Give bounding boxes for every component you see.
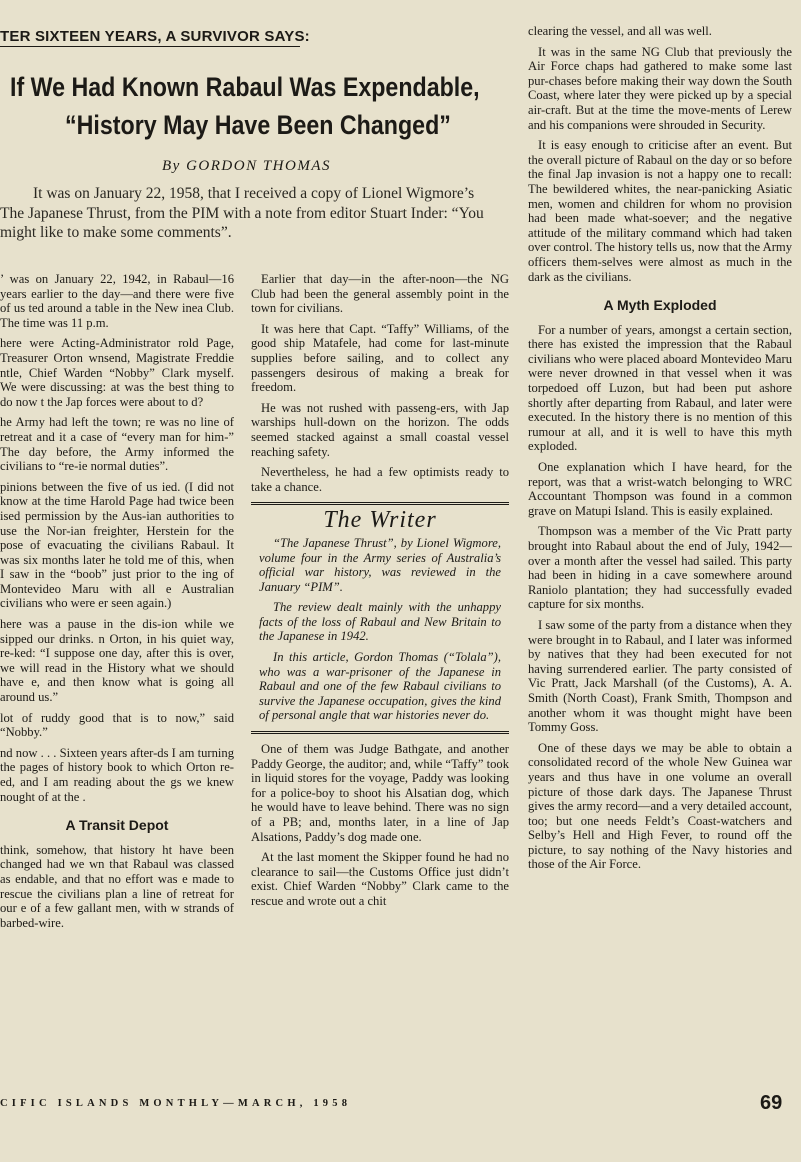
subhead-myth-exploded: A Myth Exploded: [603, 297, 717, 314]
paragraph: Nevertheless, he had a few optimists ready to take a chance.: [251, 465, 509, 494]
paragraph: It is easy enough to criticise after an event. But the overall picture of Rabaul on the day or so before the final Jap invasion is not a happy one to recall: The bewildered whites, the near-panicking Asiatic men, women and children for whom no provision had been made what-soever; and the negative attitude of the military command which had taken over control. The history tells us, now that the Army officers them-selves were almost as much in the dark as the civilians.: [528, 138, 792, 284]
column-2: [251, 272, 509, 915]
paragraph: here were Acting-Administrator rold Page, Treasurer Orton wnsend, Magistrate Freddie ntle, Chief Warden “Nobby” Clark myself. We were discussing: at was the best thing to do now t the Jap forces were about to d?: [0, 336, 234, 409]
paragraph: One of them was Judge Bathgate, and another Paddy George, the auditor; and, while “Taffy” took in liquid stores for the voyage, Paddy was looking for a police-boy to shoot his Alsatian dog, which he would have to leave behind. There was no sign of a PB; and, months later, in a line of Jap Alsations, Paddy’s dog made one.: [251, 742, 509, 844]
byline: By GORDON THOMAS: [162, 158, 331, 174]
paragraph: It was in the same NG Club that previously the Air Force chaps had gathered to make some last pur-chases before making their way down the South Coast, where later they were picked up by a special air-craft. But at the time the move-ments of Lerew and his companions were shrouded in Security.: [528, 44, 792, 132]
intro-text: It was on January 22, 1958, that I received a copy of Lionel Wigmore’s The Japanese Thrust, from the PIM with a note from editor Stuart Inder: “You might like to make some comments”.: [0, 185, 484, 241]
box-paragraph: The review dealt mainly with the unhappy facts of the loss of Rabaul and New Britain to the Japanese in 1942.: [259, 600, 501, 644]
paragraph: Earlier that day—in the after-noon—the NG Club had been the general assembly point in the town for civilians.: [251, 272, 509, 316]
writer-box: [251, 507, 509, 723]
paragraph: clearing the vessel, and all was well.: [528, 24, 712, 38]
headline-line-2: “History May Have Been Changed”: [65, 110, 451, 140]
subhead-transit-depot: A Transit Depot: [65, 817, 169, 834]
headline-line-1: If We Had Known Rabaul Was Expendable,: [10, 72, 480, 102]
paragraph: ’ was on January 22, 1942, in Rabaul—16 years earlier to the day—and there were five of us ted around a table in the New inea Club. The time was 11 p.m.: [0, 272, 234, 330]
column-1: [0, 272, 234, 936]
paragraph: lot of ruddy good that is to now,” said “Nobby.”: [0, 710, 234, 740]
kicker: TER SIXTEEN YEARS, A SURVIVOR SAYS:: [0, 28, 310, 45]
paragraph: One of these days we may be able to obtain a consolidated record of the whole New Guinea war years and thus have in one volume an overall picture of those dark days. The Japanese Thrust gives the army record—and a very detailed account, too; but one needs Feldt’s Coast-watchers and Selby’s Hell and High Fever, to round off the picture, to say nothing of the Navy histories and those of the Air Force.: [528, 740, 792, 872]
paragraph: nd now . . . Sixteen years after-ds I am turning the pages of history book to which Orton re-ed, and I am reading about the gs we knew nought of at the .: [0, 745, 234, 804]
running-footer: CIFIC ISLANDS MONTHLY—MARCH, 1958: [0, 1098, 352, 1109]
page-number: 69: [760, 1092, 783, 1114]
intro-paragraph: [0, 184, 500, 243]
box-title: The Writer: [323, 507, 437, 534]
paragraph: At the last moment the Skipper found he had no clearance to sail—the Customs Office just didn’t exist. Chief Warden “Nobby” Clark came to the rescue and wrote out a chit: [251, 850, 509, 908]
paragraph: I saw some of the party from a distance when they were brought in to Rabaul, and I later was informed by natives that they had been executed for not having surrendered earlier. The party consisted of Vic Pratt, Jack Marshall (of the Customs), A. A. Smith (North Coast), Frank Smith, Thompson and another whom it was thought might have been Tommy Goss.: [528, 617, 792, 735]
paragraph: One explanation which I have heard, for the report, was that a wrist-watch belonging to WRC Accountant Thompson was found in a common grave on Matupi Island. This is easily explained.: [528, 460, 792, 518]
paragraph: It was here that Capt. “Taffy” Williams, of the good ship Matafele, had come for last-minute supplies before sailing, and to collect any passengers desirous of making a break for freedom.: [251, 321, 509, 395]
box-top-rule: [251, 502, 509, 505]
paragraph: He was not rushed with passeng-ers, with Jap warships hull-down on the horizon. The odds seemed stacked against a small coastal vessel reaching safety.: [251, 400, 509, 459]
box-paragraph: “The Japanese Thrust”, by Lionel Wigmore, volume four in the Army series of Australia’s official war history, was reviewed in the January “PIM”.: [259, 535, 501, 594]
box-bottom-rule: [251, 731, 509, 734]
column-3: [528, 24, 792, 878]
paragraph: here was a pause in the dis-ion while we sipped our drinks. n Orton, in his quiet way, re-ked: “I suppose one day, after this is over, we will read in the History what we should have e, and then know what is going all around us.”: [0, 617, 234, 705]
box-paragraph: In this article, Gordon Thomas (“Tolala”), who was a war-prisoner of the Japanese in Rabaul and one of the few Rabaul civilians to survive the Japanese occupation, gives the kind of personal angle that war histories never do.: [259, 650, 501, 723]
paragraph: he Army had left the town; re was no line of retreat and it a case of “every man for him-” The day before, the Army informed the civilians to “re-ie normal duties”.: [0, 415, 234, 474]
paragraph: For a number of years, amongst a certain section, there has existed the impression that the Rabaul civilians who were placed aboard Montevideo Maru were never drowned in that vessel when it was torpedoed off Luzon, but had been put ashore shortly after departing from Rabaul, and later were executed. In the history there is no mention of this rumour at all, and it is well to have this myth exploded.: [528, 322, 792, 454]
paragraph: Thompson was a member of the Vic Pratt party brought into Rabaul about the end of July, 1942—over a month after the vessel had sailed. This party had been in hiding in a cave somewhere around Raniolo plantation; they had successfully evaded capture for six months.: [528, 524, 792, 612]
headline: [10, 68, 480, 144]
paragraph: think, somehow, that history ht have been changed had we wn that Rabaul was classed as endable, and that no effort was e made to rescue the civilians plan a line of retreat for our e of a few gallant men, with w strands of barbed-wire.: [0, 842, 234, 930]
paragraph: pinions between the five of us ied. (I did not know at the time Harold Page had twice been ised permission by the Aus-ian authorities to use the Nor-ian freighter, Herstein for the pose of evacuating the civilians Rabaul. It was six months later he told me of this, when I saw in the “boob” just prior to the ing of Montevideo Maru with all e Australian civilians who were er seen again.): [0, 479, 234, 611]
